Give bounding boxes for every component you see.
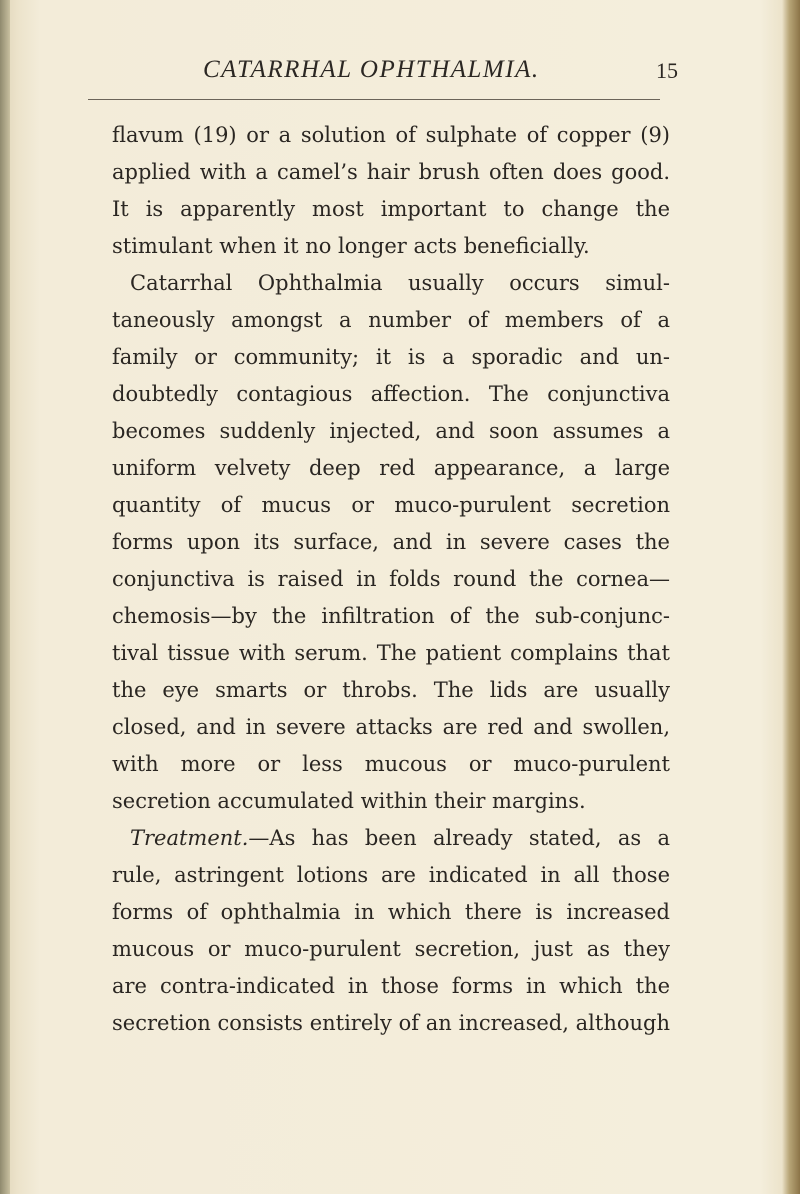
- text-line: the eye smarts or throbs. The lids are usually: [112, 678, 670, 702]
- page-gutter-shadow: [0, 0, 10, 1194]
- text-line: doubtedly contagious affection. The conjunctiva: [112, 382, 670, 406]
- body-text: [112, 117, 670, 1042]
- text-line: mucous or muco-purulent secretion, just as they: [112, 937, 670, 961]
- page-header: [118, 52, 678, 92]
- text-line-rest: —As has been already stated, as a: [248, 826, 670, 850]
- text-line: tival tissue with serum. The patient complains that: [112, 641, 670, 665]
- text-line: quantity of mucus or muco-purulent secretion: [112, 493, 670, 517]
- text-line: uniform velvety deep red appearance, a large: [112, 456, 670, 480]
- text-line: secretion consists entirely of an increased, although: [112, 1011, 670, 1035]
- text-line: applied with a camel’s hair brush often does good.: [112, 160, 670, 184]
- text-line: It is apparently most important to change the: [112, 197, 670, 221]
- text-line: taneously amongst a number of members of a: [112, 308, 670, 332]
- page-number: 15: [656, 58, 678, 83]
- text-line: [112, 820, 670, 857]
- header-rule: [88, 99, 660, 100]
- text-line: Catarrhal Ophthalmia usually occurs simul-: [130, 271, 670, 295]
- running-title: CATARRHAL OPHTHALMIA.: [203, 56, 540, 83]
- text-line: closed, and in severe attacks are red and swollen,: [112, 715, 670, 739]
- text-line: conjunctiva is raised in folds round the cornea—: [112, 567, 670, 591]
- text-line: family or community; it is a sporadic and un-: [112, 345, 670, 369]
- text-line: secretion accumulated within their margins.: [112, 789, 586, 813]
- text-line: stimulant when it no longer acts beneficially.: [112, 234, 590, 258]
- text-line: becomes suddenly injected, and soon assumes a: [112, 419, 670, 443]
- page-edge-shadow: [782, 0, 800, 1194]
- text-line: forms upon its surface, and in severe cases the: [112, 530, 670, 554]
- text-line: with more or less mucous or muco-purulent: [112, 752, 670, 776]
- text-line: rule, astringent lotions are indicated in all those: [112, 863, 670, 887]
- text-line: forms of ophthalmia in which there is increased: [112, 900, 670, 924]
- text-line: chemosis—by the infiltration of the sub-conjunc-: [112, 604, 670, 628]
- text-line: are contra-indicated in those forms in which the: [112, 974, 670, 998]
- treatment-heading: Treatment.: [130, 826, 249, 850]
- text-line: flavum (19) or a solution of sulphate of copper (9): [112, 123, 670, 147]
